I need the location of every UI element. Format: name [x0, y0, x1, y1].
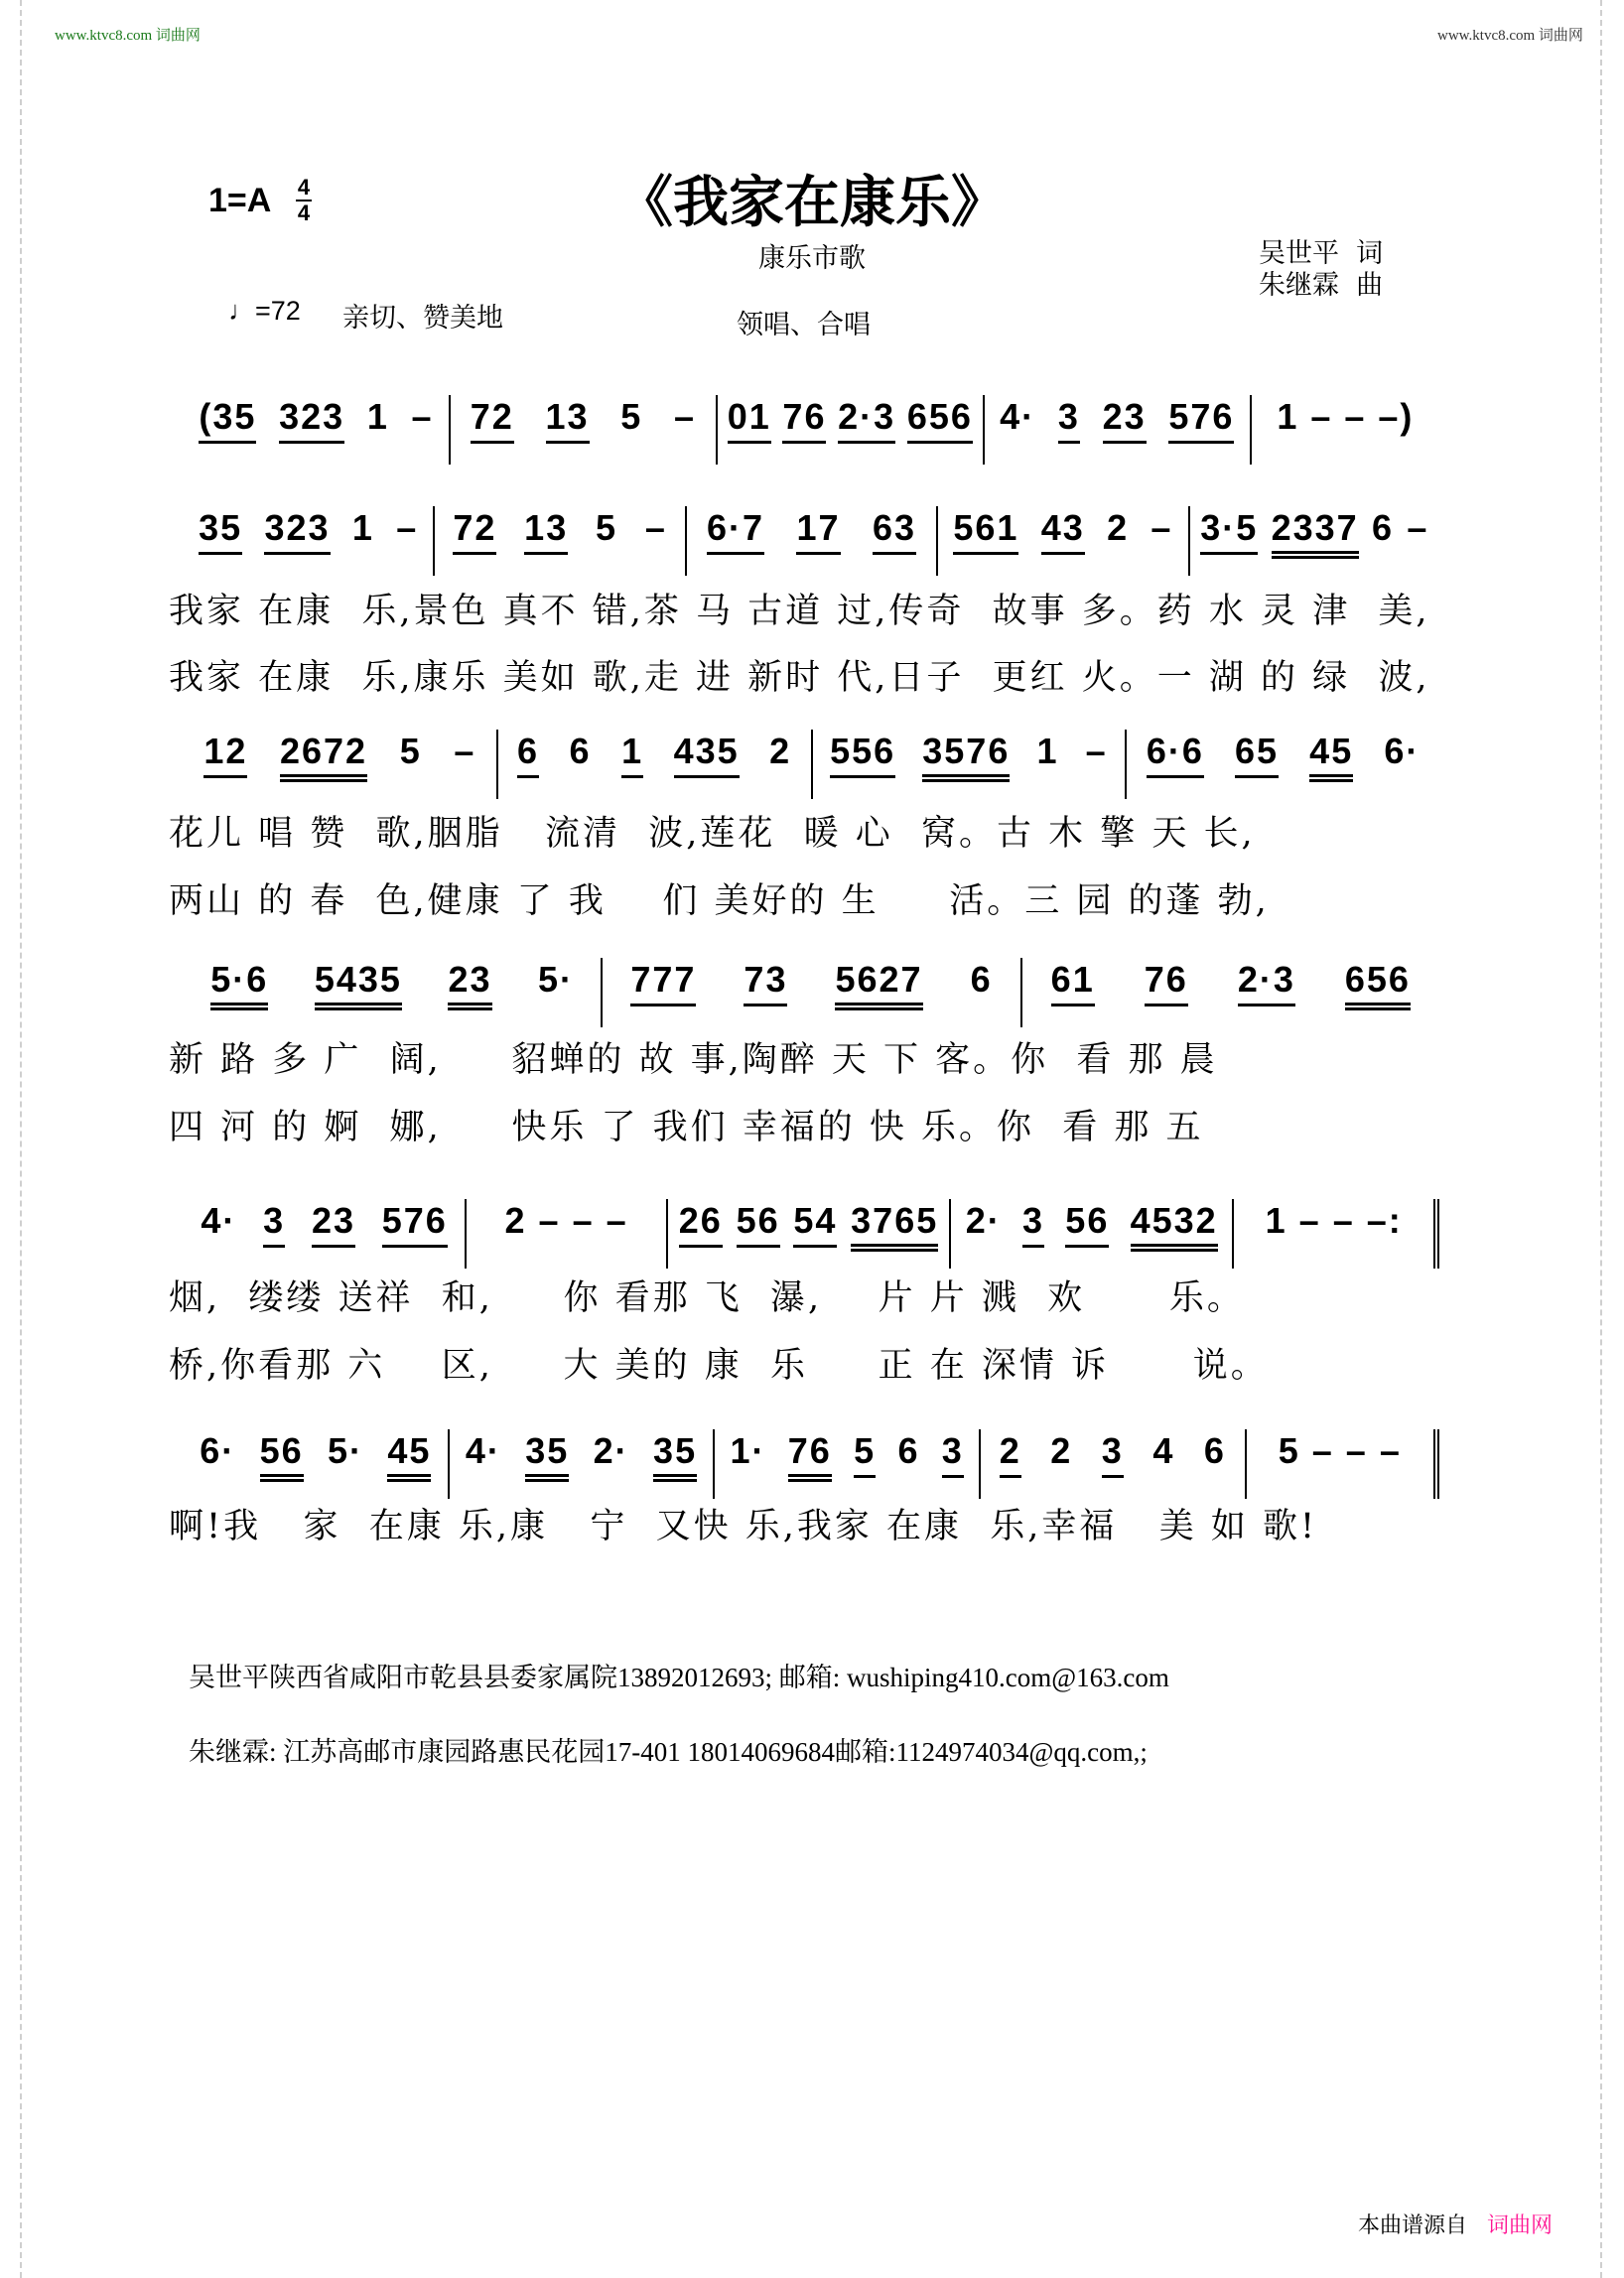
note-group: 73	[744, 958, 787, 1006]
note-group: 2337	[1272, 506, 1359, 559]
measure	[936, 506, 1187, 576]
note-group: 6	[1371, 507, 1395, 548]
note-group: 2	[1107, 507, 1130, 548]
measure	[184, 506, 433, 576]
measure	[1245, 1429, 1439, 1499]
lyric-line: 我家 在康 乐,景色 真不 错,茶 马 古道 过,传奇 故事 多。药 水 灵 津 美,	[169, 592, 1430, 631]
note-group: 5	[854, 1429, 876, 1478]
note-group: 13	[546, 395, 590, 444]
note-group: (35	[199, 395, 256, 444]
composer-credit: 朱继霖 曲	[1259, 270, 1384, 301]
note-group: 6·	[200, 1430, 236, 1471]
measure	[1020, 958, 1439, 1027]
lyric-line: 花儿 唱 赞 歌,胭脂 流清 波,莲花 暖 心 窝。古 木 擎 天 长,	[169, 814, 1256, 854]
lyricist-credit: 吴世平 词	[1259, 238, 1384, 269]
measure	[811, 730, 1126, 799]
note-group: 65	[1235, 730, 1279, 778]
note-group: 23	[1103, 395, 1147, 444]
measure	[601, 958, 1019, 1027]
note-group: 2672	[280, 730, 367, 782]
note-group: 576	[1168, 395, 1234, 444]
note-group: 556	[830, 730, 895, 778]
lyric-line: 两山 的 春 色,健康 了 我 们 美好的 生 活。三 园 的蓬 勃,	[169, 881, 1270, 921]
note-group: 76	[782, 395, 826, 444]
note-group: 6	[569, 731, 592, 771]
lyric-line: 四 河 的 婀 娜, 快乐 了 我们 幸福的 快 乐。你 看 那 五	[169, 1108, 1204, 1147]
note-group: 3	[263, 1199, 285, 1248]
note-group: 1	[366, 396, 389, 437]
measure	[433, 506, 684, 576]
measure	[184, 958, 601, 1027]
note-group: 2·	[593, 1430, 629, 1471]
note-group: 35	[525, 1429, 569, 1482]
measure	[496, 730, 811, 799]
right-margin-border	[1600, 0, 1602, 2278]
note-group: 13	[524, 506, 568, 555]
note-group: 4·	[1000, 396, 1036, 437]
note-group: 54	[793, 1199, 837, 1248]
note-group: 4	[1152, 1430, 1175, 1471]
watermark-left: www.ktvc8.com 词曲网	[55, 28, 201, 44]
measure	[685, 506, 936, 576]
note-group: 2·	[965, 1200, 1002, 1241]
note-group: 435	[674, 730, 740, 778]
note-group: 61	[1051, 958, 1095, 1006]
note-group: –	[644, 507, 667, 548]
note-group: –	[454, 731, 476, 771]
note-group: 3	[1058, 395, 1080, 444]
note-group: 1	[621, 730, 643, 778]
note-group: 5·	[328, 1430, 364, 1471]
note-group: 2	[769, 731, 792, 771]
note-group: 6·	[1384, 731, 1421, 771]
note-group: 6·7	[707, 506, 764, 555]
note-group: 561	[953, 506, 1018, 555]
contact-composer: 朱继霖: 江苏高邮市康园路惠民花园17-401 18014069684邮箱:1124974034@qq.com,;	[189, 1737, 1148, 1767]
measure	[184, 395, 449, 465]
note-group: –	[673, 396, 696, 437]
note-group: 23	[312, 1199, 355, 1248]
note-group: 72	[471, 395, 514, 444]
note-group: 45	[1309, 730, 1353, 782]
note-group: 6·6	[1147, 730, 1204, 778]
note-group: 5	[620, 396, 643, 437]
watermark-right: www.ktvc8.com 词曲网	[1437, 28, 1583, 44]
note-group: 1 – – –:	[1265, 1200, 1403, 1241]
time-sig-bottom: 4	[297, 201, 311, 225]
note-group: 1	[351, 507, 374, 548]
note-group: 5·6	[210, 958, 268, 1010]
subtitle: 康乐市歌	[758, 243, 866, 274]
note-group: 35	[653, 1429, 697, 1482]
note-group: 2	[1000, 1429, 1021, 1478]
note-group: 1	[1036, 731, 1059, 771]
note-group: 6	[897, 1430, 920, 1471]
note-group: 3	[1102, 1429, 1124, 1478]
measure	[465, 1199, 666, 1269]
measure	[1188, 506, 1439, 576]
key-signature: 1=A	[208, 182, 272, 219]
score-line	[184, 1199, 1439, 1269]
measure	[1125, 730, 1439, 799]
score-line	[184, 395, 1439, 465]
time-signature	[296, 177, 312, 224]
measure	[716, 395, 983, 465]
measure	[713, 1429, 979, 1499]
measure	[184, 1199, 465, 1269]
note-group: 35	[199, 506, 242, 555]
score-line	[184, 730, 1439, 799]
note-group: –	[411, 396, 434, 437]
tempo-marking: ♩=72	[228, 296, 301, 326]
note-group: 2	[1050, 1430, 1073, 1471]
measure	[449, 395, 716, 465]
note-group: 76	[1145, 958, 1188, 1006]
footer-source-text: 本曲谱源自	[1358, 2213, 1468, 2238]
note-group: 3576	[922, 730, 1010, 782]
lyric-line: 新 路 多 广 阔, 貂蝉的 故 事,陶醉 天 下 客。你 看 那 晨	[169, 1040, 1218, 1080]
note-group: 56	[737, 1199, 780, 1248]
note-group: 6	[517, 730, 539, 778]
note-group: 323	[279, 395, 344, 444]
note-group: 323	[264, 506, 330, 555]
measure	[184, 1429, 448, 1499]
note-group: 4532	[1131, 1199, 1218, 1252]
measure	[983, 395, 1250, 465]
note-group: 01	[728, 395, 771, 444]
left-margin-border	[20, 0, 22, 2278]
score-line	[184, 1429, 1439, 1499]
measure	[1250, 395, 1439, 465]
note-group: 576	[382, 1199, 448, 1248]
note-group: 2·3	[1238, 958, 1295, 1006]
note-group: –	[396, 507, 419, 548]
note-group: –	[1407, 507, 1429, 548]
note-group: 3	[1022, 1199, 1044, 1248]
note-group: 72	[453, 506, 496, 555]
note-group: 5627	[835, 958, 922, 1010]
measure	[666, 1199, 949, 1269]
note-group: –	[1085, 731, 1108, 771]
score-line	[184, 506, 1439, 576]
note-group: 5 – – –	[1278, 1430, 1402, 1471]
note-group: 56	[1065, 1199, 1109, 1248]
note-group: 56	[260, 1429, 304, 1482]
note-group: 1 – – –)	[1277, 396, 1415, 437]
note-group: 2 – – –	[504, 1200, 628, 1241]
expression-marking: 亲切、赞美地	[342, 303, 503, 334]
time-sig-top: 4	[297, 175, 311, 200]
measure	[184, 730, 496, 799]
performance-note: 领唱、合唱	[737, 310, 871, 340]
note-group: 26	[679, 1199, 723, 1248]
note-group: 4·	[201, 1200, 237, 1241]
note-group: 5·	[538, 959, 575, 1000]
note-group: 6	[1203, 1430, 1226, 1471]
note-group: –	[1150, 507, 1173, 548]
note-group: 12	[203, 730, 247, 778]
note-group: 2·3	[838, 395, 895, 444]
lyric-line: 桥,你看那 六 区, 大 美的 康 乐 正 在 深情 诉 说。	[169, 1346, 1269, 1386]
measure	[979, 1429, 1245, 1499]
note-group: 1·	[730, 1430, 766, 1471]
measure	[448, 1429, 714, 1499]
note-group: 3765	[851, 1199, 938, 1252]
footer-brand-link[interactable]: 词曲网	[1487, 2213, 1554, 2238]
score-line	[184, 958, 1439, 1027]
note-group: 656	[1345, 958, 1411, 1010]
song-title: 《我家在康乐》	[617, 171, 1007, 235]
note-group: 45	[387, 1429, 431, 1482]
note-group: 5	[399, 731, 422, 771]
note-group: 656	[907, 395, 973, 444]
note-group: 3·5	[1200, 506, 1258, 555]
lyric-line: 啊!我 家 在康 乐,康 宁 又快 乐,我家 在康 乐,幸福 美 如 歌!	[169, 1507, 1318, 1546]
measure	[1232, 1199, 1439, 1269]
lyric-line: 烟, 缕缕 送祥 和, 你 看那 飞 瀑, 片 片 溅 欢 乐。	[169, 1278, 1245, 1318]
note-group: 43	[1041, 506, 1085, 555]
note-group: 4·	[465, 1430, 501, 1471]
note-group: 63	[873, 506, 916, 555]
measure	[949, 1199, 1232, 1269]
note-group: 6	[970, 959, 993, 1000]
note-group: 3	[942, 1429, 964, 1478]
contact-lyricist: 吴世平陕西省咸阳市乾县县委家属院13892012693; 邮箱: wushiping410.com@163.com	[189, 1663, 1169, 1692]
note-group: 23	[448, 958, 491, 1010]
footer-source	[1358, 2209, 1553, 2239]
note-group: 17	[796, 506, 840, 555]
note-group: 5435	[315, 958, 402, 1010]
lyric-line: 我家 在康 乐,康乐 美如 歌,走 进 新时 代,日子 更红 火。一 湖 的 绿 波,	[169, 658, 1430, 698]
note-group: 76	[788, 1429, 832, 1482]
note-group: 5	[596, 507, 618, 548]
note-group: 777	[630, 958, 696, 1006]
